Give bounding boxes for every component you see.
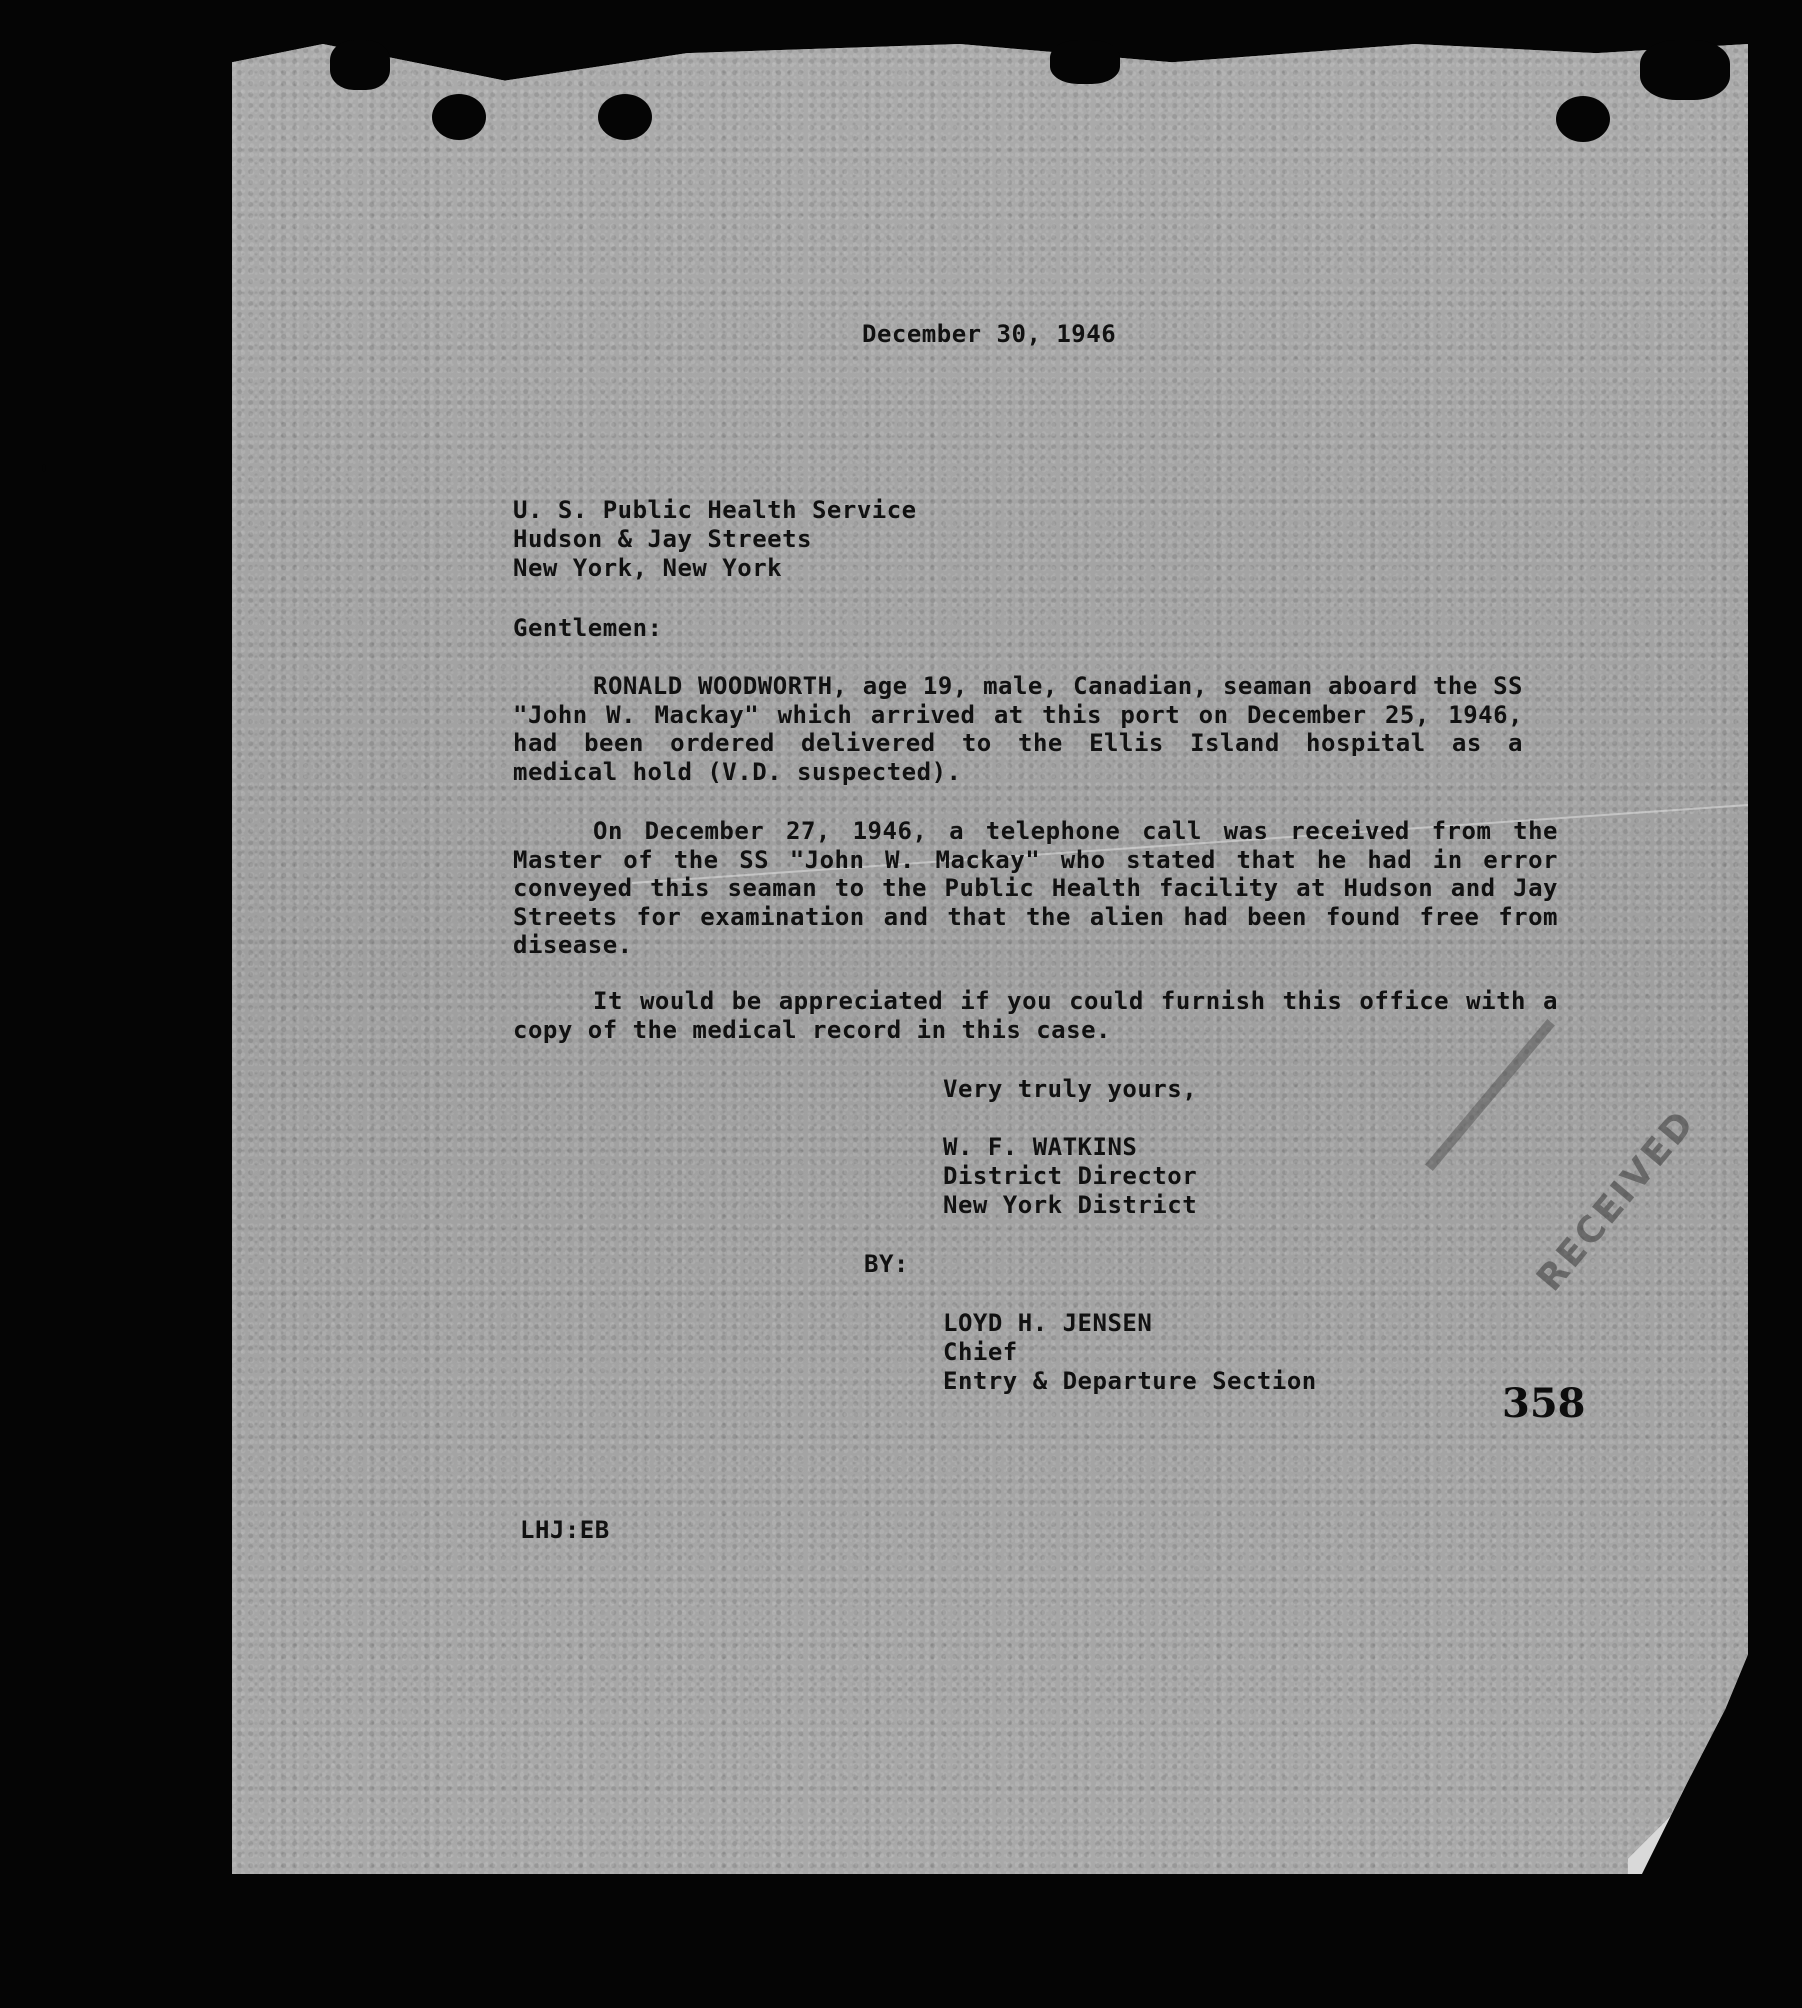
body-paragraph: On December 27, 1946, a telephone call was received from the Master of the SS "John W. Mackay" who stated that he had in error conveyed this seaman to the Public Health facility at Hudson and Jay Streets for examination and that the alien had been found free from disease. (513, 817, 1558, 959)
recipient-line: U. S. Public Health Service (513, 496, 917, 524)
salutation: Gentlemen: (513, 614, 663, 642)
recipient-line: New York, New York (513, 554, 783, 582)
torn-edge (1050, 40, 1120, 84)
by-signer-line: LOYD H. JENSEN (943, 1309, 1153, 1337)
letter-date: December 30, 1946 (862, 320, 1117, 348)
punch-hole-left (432, 94, 486, 140)
by-signer-line: Chief (943, 1338, 1018, 1366)
torn-edge (330, 40, 390, 90)
folded-corner (1628, 1724, 1748, 1874)
recipient-line: Hudson & Jay Streets (513, 525, 812, 553)
torn-edge (1640, 40, 1730, 100)
by-signer-line: Entry & Departure Section (943, 1367, 1317, 1395)
punch-hole-center (598, 94, 652, 140)
page-number: 358 (1502, 1380, 1586, 1427)
closing: Very truly yours, (943, 1075, 1198, 1103)
by-label: BY: (864, 1250, 909, 1278)
signer-line: W. F. WATKINS (943, 1133, 1138, 1161)
signer-line: District Director (943, 1162, 1198, 1190)
film-speck (42, 464, 46, 472)
received-stamp: RECEIVED (1529, 1101, 1704, 1300)
body-paragraph: It would be appreciated if you could furnish this office with a copy of the medical record in this case. (513, 987, 1558, 1044)
body-paragraph: RONALD WOODWORTH, age 19, male, Canadian, seaman aboard the SS "John W. Mackay" which arrived at this port on December 25, 1946, had been ordered delivered to the Ellis Island hospital as a medical hold (V.D. suspected). (513, 672, 1523, 786)
signer-line: New York District (943, 1191, 1198, 1219)
punch-hole-right (1556, 96, 1610, 142)
typist-initials: LHJ:EB (520, 1516, 610, 1544)
